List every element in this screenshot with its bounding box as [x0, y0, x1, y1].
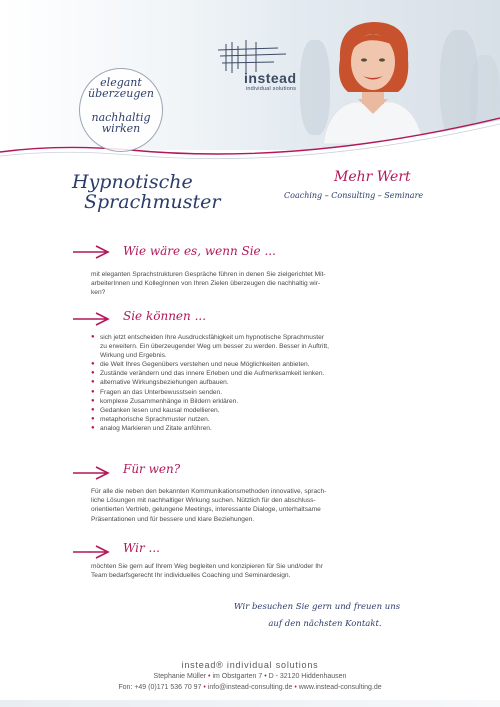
logo-name: instead — [244, 70, 297, 86]
separator: • — [208, 673, 211, 680]
text-line: Für alle die neben den bekannten Kommunikationsmethoden innovative, sprach- — [91, 488, 327, 495]
badge-line-2: überzeugen — [88, 87, 154, 100]
footer-contact — [0, 684, 500, 691]
footer-company: instead® individual solutions — [181, 660, 319, 670]
separator: • — [264, 673, 267, 680]
text-line: Team bedarfsgerecht Ihr individuelles Coaching und Seminardesign. — [91, 572, 291, 580]
section-text-wir — [91, 562, 410, 580]
footer-name: Stephanie Müller — [153, 673, 207, 680]
arrow-icon — [72, 466, 112, 480]
title-line-2: Sprachmuster — [84, 191, 221, 213]
list-item: ● Fragen an das Unterbewusstsein senden. — [91, 388, 411, 397]
list-item: ● alternative Wirkungsbeziehungen aufbauen. — [91, 378, 411, 387]
list-item: ● komplexe Zusammenhänge in Bildern erklären. — [91, 397, 411, 406]
arrow-icon — [72, 312, 112, 326]
footer-street: im Obstgarten 7 — [212, 673, 263, 680]
list-item-line: zu erweitern. Ein überzeugender Weg um besser zu werden. Besser in Auftritt, — [100, 343, 329, 351]
text-line: arbeiterInnen und KollegInnen von Ihren Zielen überzeugen die nachhaltig wir- — [91, 280, 321, 288]
slogan-title: Mehr Wert — [334, 169, 411, 185]
services-line: Coaching – Consulting – Seminare — [284, 191, 424, 200]
section-title-koennen: Sie können ... — [123, 309, 207, 323]
badge-line-3: nachhaltig — [91, 111, 151, 124]
footer-web-link[interactable]: www.instead-consulting.de — [298, 684, 382, 691]
list-item — [91, 333, 411, 360]
text-line: mit eleganten Sprachstrukturen Gespräche führen in denen Sie zielgerichtet Mit- — [91, 271, 326, 278]
badge-line-4: wirken — [101, 122, 141, 135]
section-title-wir: Wir ... — [123, 541, 160, 555]
footer-email-link[interactable]: info@instead-consulting.de — [207, 684, 293, 691]
closing-line-2: auf den nächsten Kontakt. — [268, 619, 382, 629]
list-item: ● analog Markieren und Zitate anführen. — [91, 424, 411, 433]
section-title-fuer-wen: Für wen? — [123, 462, 181, 476]
footer-address — [0, 673, 500, 680]
text-line: möchten Sie gern auf Ihrem Weg begleiten und konzipieren für Sie und/oder Ihr — [91, 563, 323, 570]
footer-city: D - 32120 Hiddenhausen — [268, 673, 347, 680]
list-item: ● Gedanken lesen und kausal modellieren. — [91, 406, 411, 415]
list-item-line: Wirkung und Ergebnis. — [100, 352, 167, 360]
text-line: Präsentationen und für bessere und klare Beziehungen. — [91, 515, 255, 523]
slogan-badge — [79, 68, 163, 152]
section-title-wie: Wie wäre es, wenn Sie ... — [123, 244, 276, 258]
footer-bar — [0, 700, 500, 707]
separator: • — [203, 684, 206, 691]
logo-tagline: individual solutions — [246, 86, 297, 92]
abilities-list — [91, 333, 411, 433]
closing-line-1: Wir besuchen Sie gern und freuen uns — [233, 602, 401, 612]
title-line-1: Hypnotische — [72, 171, 193, 193]
footer-phone: Fon: +49 (0)171 536 70 97 — [118, 684, 202, 691]
list-item: ● Zustände verändern und das innere Erleben und die Aufmerksamkeit lenken. — [91, 369, 411, 378]
text-line: ken? — [91, 289, 106, 297]
badge-line-1: elegant — [100, 76, 142, 89]
list-item: ● die Welt Ihres Gegenübers verstehen und neue Möglichkeiten anbieten. — [91, 360, 411, 369]
section-text-fuer-wen — [91, 487, 410, 524]
text-line: orientierten Vertrieb, gelungene Meetings, interessante Dialoge, unterhaltsame — [91, 506, 321, 514]
page-title — [72, 172, 220, 212]
arrow-icon — [72, 545, 112, 559]
arrow-icon — [72, 245, 112, 259]
section-text-wie — [91, 270, 410, 298]
separator: • — [294, 684, 297, 691]
list-item: ● metaphorische Sprachmuster nutzen. — [91, 415, 411, 424]
list-item-line: ● sich jetzt entscheiden Ihre Ausdrucksfähigkeit um hypnotische Sprachmuster — [100, 334, 324, 341]
text-line: liche Lösungen mit nachhaltiger Wirkung suchen. Nützlich für den abschluss- — [91, 497, 316, 505]
